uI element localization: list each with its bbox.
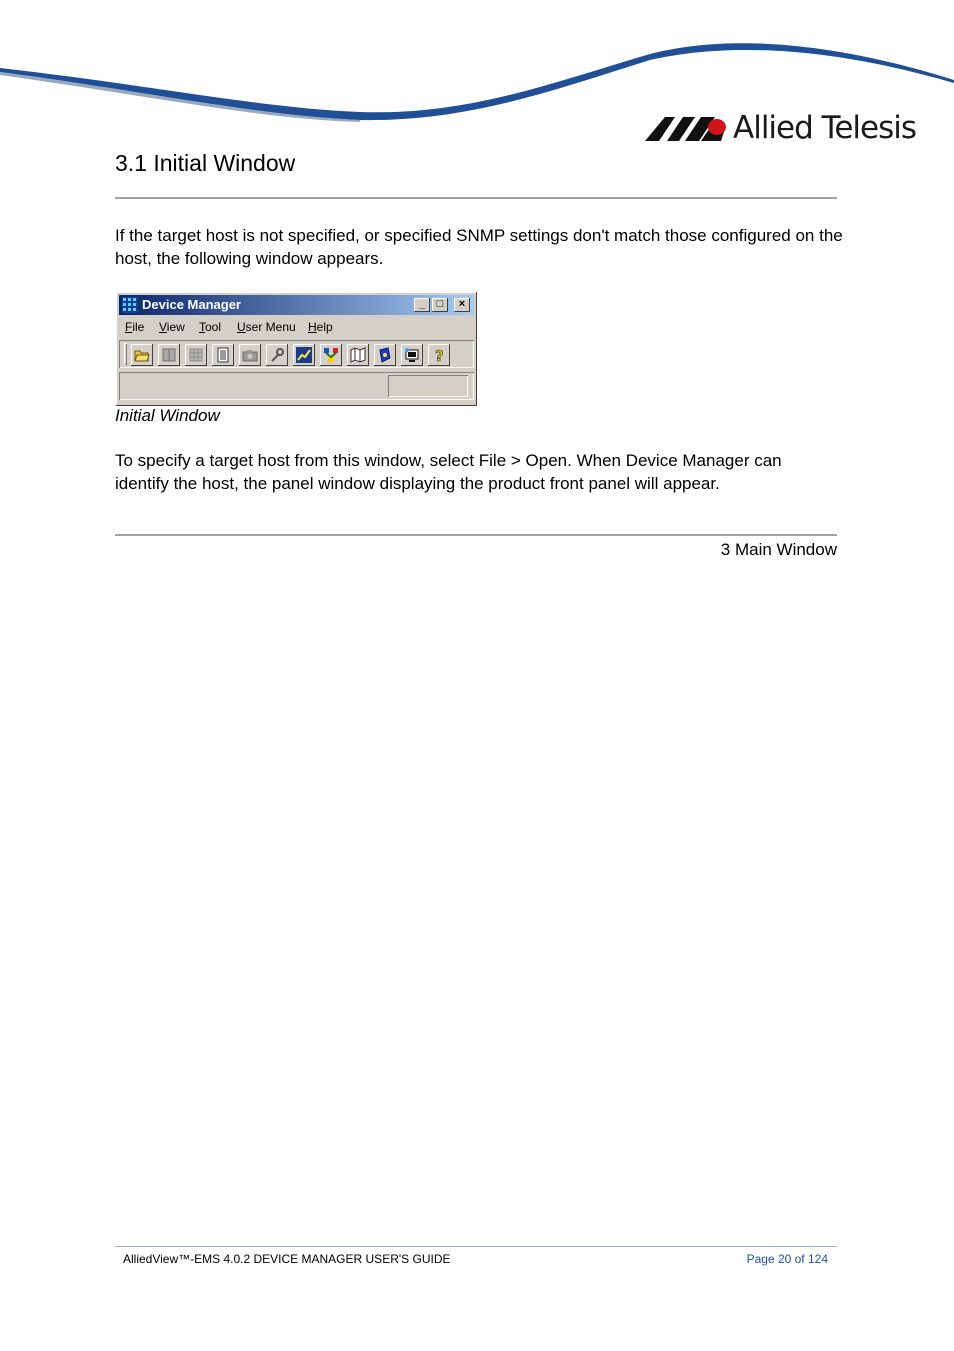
network-button[interactable] (320, 344, 342, 366)
menu-bar (119, 317, 474, 337)
camera-button[interactable] (239, 344, 261, 366)
intro-paragraph (115, 224, 845, 270)
svg-text:?: ? (435, 347, 444, 363)
status-bar (119, 372, 474, 400)
footer-guide-title: AlliedView™-EMS 4.0.2 DEVICE MANAGER USER'S GUIDE (123, 1252, 451, 1266)
tools-button[interactable] (266, 344, 288, 366)
brand-name: Allied Telesis (733, 110, 916, 146)
minimize-button[interactable]: _ (414, 298, 430, 312)
menu-file[interactable]: File (125, 320, 145, 334)
device-manager-window[interactable] (116, 292, 477, 406)
list-button[interactable] (212, 344, 234, 366)
grid-button[interactable] (185, 344, 207, 366)
brand-logo (645, 110, 916, 146)
section-title: 3.1 Initial Window (115, 150, 296, 176)
body-paragraph (115, 449, 805, 495)
allied-telesis-mark-icon (645, 115, 727, 145)
toolbar-grip[interactable] (124, 343, 127, 365)
device-manager-app-icon (122, 297, 138, 313)
menu-tool[interactable]: Tool (199, 320, 222, 334)
shield-button[interactable] (374, 344, 396, 366)
section-end-divider (115, 534, 837, 536)
close-button[interactable]: × (454, 298, 470, 312)
title-divider (115, 197, 837, 199)
footer-page-number: Page 20 of 124 (746, 1252, 828, 1266)
window-titlebar[interactable] (119, 295, 474, 315)
help-icon (431, 347, 447, 363)
chapter-breadcrumb: 3 Main Window (720, 540, 837, 559)
menu-help[interactable]: Help (308, 320, 333, 334)
open-button[interactable] (131, 344, 153, 366)
chart-button[interactable] (293, 344, 315, 366)
help-button[interactable] (428, 344, 450, 366)
window-title: Device Manager (142, 297, 241, 312)
menu-view[interactable]: View (159, 320, 185, 334)
status-pane (388, 375, 468, 397)
map-button[interactable] (347, 344, 369, 366)
book-icon (161, 347, 177, 363)
network-icon (323, 347, 339, 363)
maximize-button[interactable]: □ (432, 298, 448, 312)
book-button[interactable] (158, 344, 180, 366)
footer-divider (115, 1246, 837, 1247)
shield-icon (377, 347, 393, 363)
monitor-button[interactable] (401, 344, 423, 366)
toolbar (119, 340, 474, 368)
body-text: To specify a target host from this window, select File > Open. When Device Manager can identify the host, the panel window displaying the product front panel will appear. (115, 451, 782, 493)
chart-icon (296, 347, 312, 363)
list-icon (215, 347, 231, 363)
tools-icon (269, 347, 285, 363)
camera-icon (242, 347, 258, 363)
open-folder-icon (134, 347, 150, 363)
intro-text: If the target host is not specified, or specified SNMP settings don't match those configured on the host, the following window appears. (115, 226, 843, 268)
grid-icon (188, 347, 204, 363)
figure-caption: Initial Window (115, 406, 220, 425)
map-icon (350, 347, 366, 363)
monitor-icon (404, 347, 420, 363)
menu-user-menu[interactable]: User Menu (237, 320, 296, 334)
